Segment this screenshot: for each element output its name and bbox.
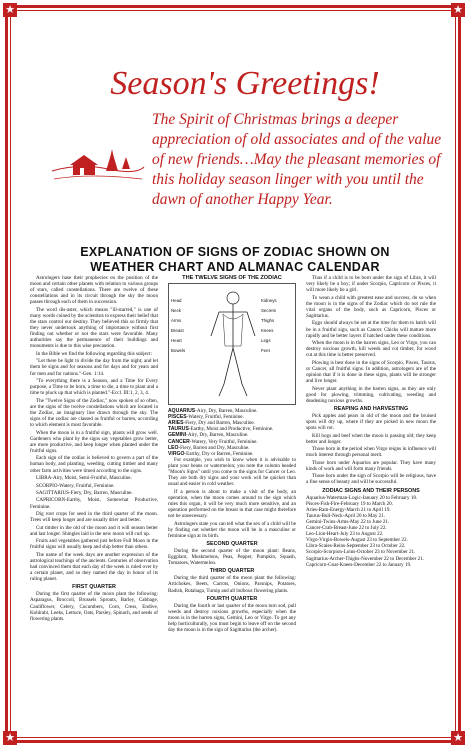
section-heading-fourth-quarter: FOURTH QUARTER bbox=[206, 595, 258, 602]
paragraph: Thus if a child is to be born under the sign of Libra, it will very likely be a boy; if under Scorpio, Capricorn or Pisces, it will more likely be a girl. bbox=[306, 275, 436, 294]
paragraph: The word dis-aster, which means "ill-starred," is one of many words coined by the scientists to express their belief that the stars control our destiny. They believed this so firmly that they never undertook anything of importance without first finding out whether or not the stars were favorable. Many authorities say the permanence of their buildings and monuments is due to this wise precaution. bbox=[30, 306, 158, 350]
sign-name: ARIES bbox=[168, 420, 184, 427]
zodiac-date-entry: Taurus-Bull-Neck-April 20 to May 21. bbox=[306, 512, 386, 519]
zodiac-figure-label: Head bbox=[171, 298, 182, 304]
section-heading-third-quarter: THIRD QUARTER bbox=[209, 568, 255, 575]
zodiac-date-entry: Libra-Scales-Reins-September 23 to October 22. bbox=[306, 543, 406, 550]
zodiac-date-entry: Cancer-Crab-Breast-June 22 to July 22. bbox=[306, 525, 387, 532]
section-heading-reaping: REAPING AND HARVESTING bbox=[333, 405, 409, 412]
column-3 bbox=[306, 275, 436, 568]
zodiac-date-entry: Aquarius-Waterman-Logic-January 20 to February 18. bbox=[306, 494, 418, 501]
paragraph: For example, you wish to know when it is advisable to plant your beans or watermelon; you note the column headed "Moon's Signs" until you come to the signs for Cancer or Leo. They are both dry signs and your work will be quicker than usual and easier in cold weather. bbox=[168, 456, 296, 488]
section-heading-first-quarter: FIRST QUARTER bbox=[72, 584, 116, 591]
star-ornament-icon: ★ bbox=[451, 731, 465, 745]
zodiac-figure-title: THE TWELVE SIGNS OF THE ZODIAC bbox=[182, 275, 282, 281]
paragraph: Fruits and vegetables gathered just before Full Moon in the fruitful signs will usually keep and ship better than others. bbox=[30, 538, 158, 551]
zodiac-date-entry: Leo-Lion-Heart-July 23 to August 22. bbox=[306, 531, 384, 538]
zodiac-figure-label: Secrets bbox=[261, 308, 276, 314]
paragraph: When the moon is in the barren signs, Leo or Virgo, you can destroy noxious growth, kill weeds and cut timber, for wood cut at this time is better preserved. bbox=[306, 340, 436, 359]
sign-entry: SCORPIO-Watery, Fruitful, Feminine. bbox=[36, 482, 115, 489]
sign-description: -Earthy, Dry or Barren, Feminine. bbox=[184, 450, 254, 457]
paragraph: To wean a child with greatest ease and success, do so when the moon is in the signs of the Zodiac which do not rule the vital organs of the body, such as Capricorn, Pisces or Sagittarius. bbox=[306, 294, 436, 319]
sign-name: CANCER bbox=[168, 438, 190, 445]
sign-name: LEO bbox=[168, 444, 179, 451]
sign-description: -Earthy, Moist and Productive, Feminine. bbox=[188, 426, 274, 433]
paragraph: Pick apples and pears in old of the moon and the bruised spots will dry up, where if they are picked in new moon the spots will rot. bbox=[306, 412, 436, 432]
zodiac-date-entry: Aries-Ram-Energy-March 21 to April 19. bbox=[306, 506, 391, 513]
paragraph: Dig root crops for seed in the third quarter of the moon. Trees will keep longer and are usually drier and better. bbox=[30, 511, 158, 524]
zodiac-date-entry: Sagittarius-Archer-Thighs-November 22 to December 21. bbox=[306, 555, 425, 562]
section-heading-zodiac-dates: ZODIAC SIGNS AND THEIR PERSONS bbox=[322, 487, 420, 494]
paragraph: The name of the week days are another expression of the astrological teachings of the ancients. Centuries of observation had convinced them that each day of the week is ruled over by a certain planet, and so they named the day in honor of its ruling planet. bbox=[30, 551, 158, 583]
paragraph: Those born in the period when Virgo reigns in influence will much interest through personal merit. bbox=[306, 446, 436, 459]
sign-entry: LIBRA-Airy, Moist, Semi-Fruitful, Masculine. bbox=[36, 475, 132, 482]
zodiac-figure-label: Arms bbox=[171, 318, 182, 324]
sign-entry: CAPRICORN-Earthy, Moist, Somewhat Productive, Feminine. bbox=[30, 497, 158, 510]
zodiac-date-entry: Pisces-Fish-Fire-February 19 to March 20. bbox=[306, 500, 394, 507]
sign-description: -Airy, Dry, Barren, Masculine. bbox=[186, 432, 249, 439]
star-ornament-icon: ★ bbox=[3, 3, 17, 17]
paragraph: In the Bible we find the following regarding this subject: bbox=[36, 350, 152, 357]
paragraph: Kill hogs and beef when the moon is passing old; they keep better and longer. bbox=[306, 432, 436, 445]
zodiac-date-entry: Gemini-Twins-Arms-May 22 to June 21. bbox=[306, 518, 390, 525]
paragraph: "To everything there is a Season, and a Time for Every purpose, a Time to be born, a time to die, a time to plant and a time to pluck up that which is planted."-Eccl. III:1, 2, 3, 4. bbox=[30, 378, 158, 397]
sign-name: TAURUS bbox=[168, 426, 189, 433]
zodiac-figure-label: Knees bbox=[261, 328, 274, 334]
zodiac-man-icon bbox=[169, 284, 297, 406]
sign-description: -Fiery, Dry and Barren, Masculine. bbox=[183, 420, 255, 427]
sign-description: -Airy, Dry, Barren, Masculine. bbox=[195, 408, 258, 415]
paragraph: "Let there be light to divide the day from the night; and let them be signs and for seasons and for days and for years and for men and for nations."-Gen. 1:14. bbox=[30, 358, 158, 377]
title-line-1: EXPLANATION OF SIGNS OF ZODIAC SHOWN ON bbox=[80, 245, 390, 259]
zodiac-figure-label: Legs bbox=[261, 338, 271, 344]
paragraph: During the third quarter of the moon plant the following: Artichokes, Beets, Carrots, Onions, Parsnips, Potatoes, Radish, Rutabaga, Turnip and all bulbous flowering plants. bbox=[168, 575, 296, 594]
section-heading-second-quarter: SECOND QUARTER bbox=[206, 540, 258, 547]
winter-cabin-illustration bbox=[50, 127, 146, 189]
zodiac-figure-label: Heart bbox=[171, 338, 182, 344]
paragraph: When the moon is in a fruitful sign, plants will grow well. Gardeners who plant by the signs say vegetables grow better, are more productive, and keep longer when planted under the fruitful signs. bbox=[30, 429, 158, 454]
paragraph: If a person is about to make a visit of the body, an operation, when the moon comes around to the sign which rules this organ, it will be very much more sensitive, and an operation performed on the breast in that case might therefore not be unnecessary. bbox=[168, 488, 296, 520]
article-title bbox=[30, 245, 440, 275]
greeting-verse: The Spirit of Christmas brings a deeper appreciation of old associates and of the value of new friends…May the pleasant memories of this holiday season linger with you until the dawn of another Happy Year. bbox=[152, 111, 442, 208]
sign-description: -Watery, Fruitful, Feminine. bbox=[186, 414, 244, 421]
zodiac-date-entry: Scorpio-Scorpion-Loins-October 23 to November 21. bbox=[306, 549, 416, 556]
zodiac-body-figure bbox=[168, 283, 296, 405]
paragraph: Eggs should always be set at the time for them to hatch will be in a fruitful sign, such as Cancer. Chicks will mature more rapidly and be better layers if hatched under these conditions. bbox=[306, 320, 436, 339]
sign-name: GEMINI bbox=[168, 432, 187, 439]
paragraph: Astrologers state you can tell what the sex of a child will be by finding out whether the moon will be in a masculine or feminine sign at its birth. bbox=[168, 520, 296, 539]
sign-name: PISCES bbox=[168, 414, 187, 421]
zodiac-figure-label: Feet bbox=[261, 348, 270, 354]
zodiac-figure-label: Thighs bbox=[261, 318, 275, 324]
title-line-2: WEATHER CHART AND ALMANAC CALENDAR bbox=[90, 260, 380, 274]
zodiac-figure-label: Breast bbox=[171, 328, 184, 334]
paragraph: Cut timber in the old of the moon and it will season better and last longer. Shingles laid in the new moon will curl up. bbox=[30, 524, 158, 537]
paragraph: Those born under the sign of Scorpio will be religious, have a fine sense of beauty and will be successful. bbox=[306, 473, 436, 486]
paragraph: Each sign of the zodiac is believed to govern a part of the human body, and planting, weeding, cutting timber and many other farm activities were timed according to the signs. bbox=[30, 455, 158, 474]
paragraph: Never plant anything in the barren signs, as they are only good for plowing, trimming, cultivating, weeding and deadening noxious growths. bbox=[306, 385, 436, 404]
zodiac-figure-label: Neck bbox=[171, 308, 182, 314]
paragraph: The "Twelve Signs of the Zodiac," now spoken of so often, are the signs of the twelve constellations which are located in the Zodiac, an imaginary line drawn through the sky. The signs of the zodiac are classed as fruitful or barren, according to which element is most favorable. bbox=[30, 397, 158, 429]
paragraph: During the second quarter of the moon plant: Beans, Eggplant, Muskmelons, Peas, Pepper, Pumpkin, Squash, Tomatoes, Watermelon. bbox=[168, 547, 296, 567]
star-ornament-icon: ★ bbox=[3, 731, 17, 745]
sign-entry: SAGITTARIUS-Fiery, Dry, Barren, Masculine. bbox=[36, 490, 133, 496]
paragraph: Plowing is best done in the signs of Scorpio, Pisces, Taurus, or Cancer, all fruitful signs. In addition, astrologers are of the opinion that if it is done in these signs, plants will be stronger and live longer. bbox=[306, 359, 436, 385]
zodiac-date-entry: Capricorn-Goat-Knees-December 22 to January 19. bbox=[306, 561, 412, 568]
sign-name: VIRGO bbox=[168, 450, 185, 457]
paragraph: During the first quarter of the moon plant the following: Asparagus, Broccoli, Brussels Sprouts, Barley, Cabbage, Cauliflower, Celery, Cucumbers, Corn, Cress, Endive, Kohlrabi, Leeks, Lettuce, Oats, Parsley, Spinach, and seeds of flowering plants. bbox=[30, 591, 158, 622]
sign-description: -Watery, Very Fruitful, Feminine. bbox=[189, 438, 258, 445]
paragraph: Those born under Aquarius are popular. They have many kinds of work and will form many friends. bbox=[306, 459, 436, 472]
greeting-heading: Season's Greetings! bbox=[110, 65, 380, 102]
sign-description: -Fiery, Barren and Dry, Masculine. bbox=[178, 444, 250, 451]
sign-name: AQUARIUS bbox=[168, 408, 196, 415]
paragraph: During the fourth or last quarter of the moon turn sod, pull weeds and destroy noxious growths, especially when the moon is in the barren signs, Gemini, Leo or Virgo. To get any help horticulturally, you must begin to leave off on the second day the moon is in the sign of Sagittarius (the archer). bbox=[168, 602, 296, 634]
zodiac-figure-label: Bowels bbox=[171, 348, 186, 354]
column-1 bbox=[30, 275, 158, 623]
zodiac-date-entry: Virgo-Virgin-Bowels-August 23 to September 22. bbox=[306, 537, 408, 544]
column-2 bbox=[168, 275, 296, 635]
star-ornament-icon: ★ bbox=[451, 3, 465, 17]
paragraph: Astrologers base their prophecies on the position of the moon and certain other planets with relation to various groups of stars, called constellations. There are twelve of these constellations and in its circuit through the sky the moon passes through each of them in succession. bbox=[30, 275, 158, 306]
zodiac-figure-label: Kidneys bbox=[261, 298, 277, 304]
